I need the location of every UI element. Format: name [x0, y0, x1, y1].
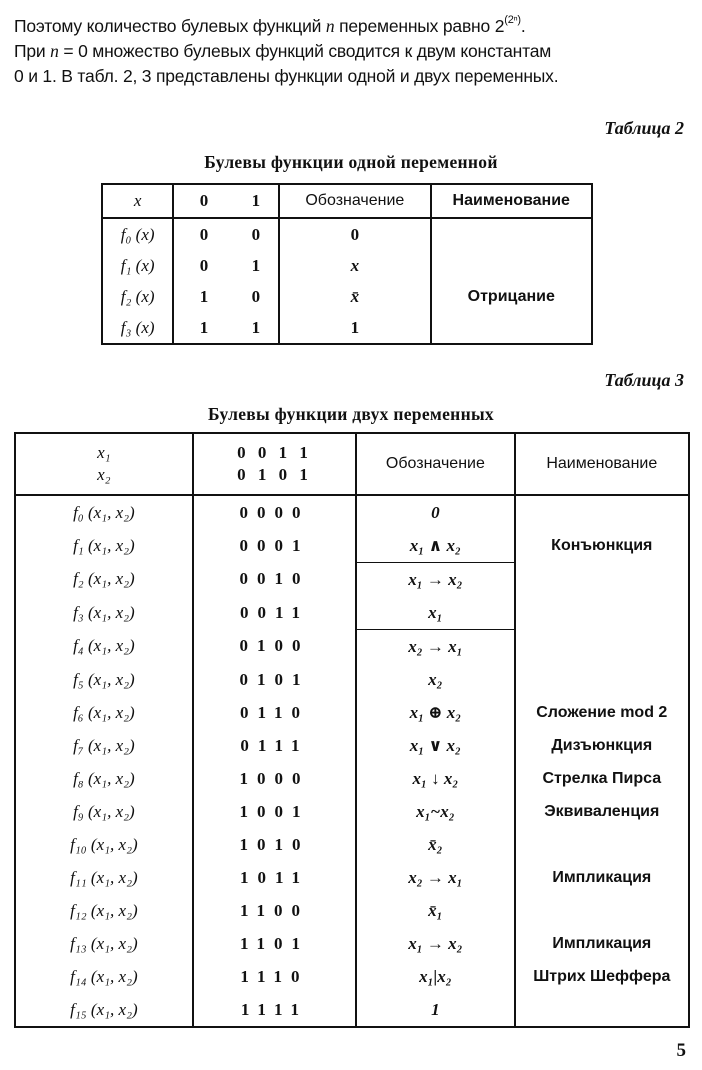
- table3-function: f₃ (x₁, x₂): [15, 596, 193, 630]
- table3-function: f₁₃ (x₁, x₂): [15, 927, 193, 960]
- table2-title: Булевы функции одной переменной: [204, 152, 498, 172]
- table3-name: Импликация: [552, 934, 652, 952]
- table3-row: [15, 630, 689, 664]
- table3-function: f₅ (x₁, x₂): [15, 663, 193, 696]
- table2-value-1: 0: [234, 218, 280, 250]
- table3-row: [15, 762, 689, 795]
- table3-name: [515, 563, 689, 597]
- table3-notation: 0: [356, 495, 514, 529]
- table3-notation: x₁: [356, 596, 514, 630]
- table3-name: [515, 596, 689, 630]
- table3-title: Булевы функции двух переменных: [208, 404, 494, 424]
- table2-row: [102, 281, 592, 312]
- table3-notation: x̄₂: [356, 828, 514, 861]
- table3-function: f₀ (x₁, x₂): [15, 495, 193, 529]
- table2-function: f₂ (x): [102, 281, 173, 312]
- table2-value-1: 0: [234, 281, 280, 312]
- table3-header-bits: 0 0 1 1 0 1 0 1: [193, 433, 356, 495]
- table2-value-0: 0: [199, 224, 209, 244]
- table3-row: [15, 960, 689, 993]
- table3-bits: 0101: [193, 663, 356, 696]
- table3-notation: x̄₁: [356, 894, 514, 927]
- table3-name: [515, 630, 689, 664]
- table2-function: f₁ (x): [102, 250, 173, 281]
- table3-notation: x₁ ↓ x₂: [356, 762, 514, 795]
- table3-function: f₂ (x₁, x₂): [15, 563, 193, 597]
- table2-notation: 1: [279, 312, 430, 344]
- table3-row: [15, 663, 689, 696]
- table3-label: Таблица 3: [604, 370, 684, 390]
- table2-header-row: [102, 184, 592, 218]
- table3-notation: x₁ → x₂: [356, 563, 514, 597]
- table3-name: Стрелка Пирса: [542, 769, 662, 787]
- table3-notation: x₁~x₂: [356, 795, 514, 828]
- table3-bits: 1110: [193, 960, 356, 993]
- page-number: 5: [676, 1040, 686, 1061]
- table2-name: [431, 312, 593, 344]
- table3-notation: x₂ → x₁: [356, 861, 514, 894]
- table3-function: f₁ (x₁, x₂): [15, 529, 193, 563]
- table3-function: f₁₅ (x₁, x₂): [15, 993, 193, 1027]
- table3-notation: x₁ ∧ x₂: [356, 529, 514, 563]
- intro-line-2: При n = 0 множество булевых функций сводится к двум константам: [14, 41, 552, 61]
- table3-row: [15, 795, 689, 828]
- table2-name: [431, 218, 593, 250]
- table3-name: Импликация: [552, 868, 652, 886]
- table3-bits: 1011: [193, 861, 356, 894]
- table3-bits: 0100: [193, 630, 356, 664]
- table3-header-name: Наименование: [515, 433, 689, 495]
- intro-line-3: 0 и 1. В табл. 2, 3 представлены функции одной и двух переменных.: [14, 66, 559, 86]
- table3-bits: 1010: [193, 828, 356, 861]
- table2-notation: x: [279, 250, 430, 281]
- table2-value-0: 1: [199, 317, 209, 337]
- table3-header-vars: x₁ x₂: [15, 433, 193, 495]
- table3-bits: 0111: [193, 729, 356, 762]
- table3-function: f₆ (x₁, x₂): [15, 696, 193, 729]
- table3-header-row: [15, 433, 689, 495]
- table2-function: f₀ (x): [102, 218, 173, 250]
- table3-function: f₄ (x₁, x₂): [15, 630, 193, 664]
- table3-bits: 1111: [193, 993, 356, 1027]
- table-two-variables: [14, 432, 690, 1028]
- table3-bits: 0000: [193, 495, 356, 529]
- table-one-variable: [101, 183, 593, 345]
- table3-bits: 1001: [193, 795, 356, 828]
- table3-name: [515, 495, 689, 529]
- table3-notation: x₁ → x₂: [356, 927, 514, 960]
- table3-row: [15, 529, 689, 563]
- table2-function: f₃ (x): [102, 312, 173, 344]
- table2-row: [102, 312, 592, 344]
- table3-notation: x₂ → x₁: [356, 630, 514, 664]
- table2-header-notation: Обозначение: [279, 184, 430, 218]
- table3-notation: x₁|x₂: [356, 960, 514, 993]
- table3-row: [15, 828, 689, 861]
- table3-name: Дизъюнкция: [551, 736, 653, 754]
- table3-function: f₁₁ (x₁, x₂): [15, 861, 193, 894]
- table2-value-1: 1: [234, 250, 280, 281]
- table3-row: [15, 927, 689, 960]
- intro-paragraph: [14, 8, 694, 89]
- table2-name: Отрицание: [467, 287, 555, 305]
- table3-row: [15, 993, 689, 1027]
- intro-line-1: Поэтому количество булевых функций n переменных равно $2^{(2^n)}$.: [14, 14, 526, 36]
- table3-function: f₈ (x₁, x₂): [15, 762, 193, 795]
- table2-value-1: 1: [234, 312, 280, 344]
- table2-header-name: Наименование: [431, 184, 593, 218]
- table3-row: [15, 894, 689, 927]
- table3-name: Сложение mod 2: [536, 703, 668, 721]
- table2-header-0: 0: [173, 184, 233, 218]
- table2-value-0: 1: [199, 286, 209, 306]
- table3-notation: x₁ ∨ x₂: [356, 729, 514, 762]
- table3-bits: 1000: [193, 762, 356, 795]
- table3-row: [15, 596, 689, 630]
- table3-notation: x₂: [356, 663, 514, 696]
- table3-body: [15, 495, 689, 1027]
- table3-notation: x₁ ⊕ x₂: [356, 696, 514, 729]
- table3-function: f₇ (x₁, x₂): [15, 729, 193, 762]
- table3-bits: 0110: [193, 696, 356, 729]
- table3-function: f₁₀ (x₁, x₂): [15, 828, 193, 861]
- table3-bits: 1100: [193, 894, 356, 927]
- table3-function: f₉ (x₁, x₂): [15, 795, 193, 828]
- table3-row: [15, 495, 689, 529]
- table2-header-x: x: [102, 184, 173, 218]
- table2-notation: x̄: [279, 281, 430, 312]
- table2-header-1: 1: [234, 184, 280, 218]
- table3-name: Штрих Шеффера: [533, 967, 671, 985]
- table3-name: [515, 828, 689, 861]
- table3-name: Конъюнкция: [551, 536, 653, 554]
- table2-row: [102, 250, 592, 281]
- table3-name: [515, 663, 689, 696]
- table2-value-0: 0: [199, 255, 209, 275]
- table2-notation: 0: [279, 218, 430, 250]
- table2-row: [102, 218, 592, 250]
- table2-name: [431, 250, 593, 281]
- table3-bits: 0010: [193, 563, 356, 597]
- table3-header-notation: Обозначение: [356, 433, 514, 495]
- table3-notation: 1: [356, 993, 514, 1027]
- table3-name: Эквиваленция: [544, 802, 660, 820]
- table3-bits: 0001: [193, 529, 356, 563]
- table3-function: f₁₄ (x₁, x₂): [15, 960, 193, 993]
- table2-label: Таблица 2: [604, 118, 684, 138]
- table3-function: f₁₂ (x₁, x₂): [15, 894, 193, 927]
- table3-name: [515, 894, 689, 927]
- table3-name: [515, 993, 689, 1027]
- table3-bits: 0011: [193, 596, 356, 630]
- table3-bits: 1101: [193, 927, 356, 960]
- table3-row: [15, 563, 689, 597]
- table3-row: [15, 696, 689, 729]
- table3-row: [15, 861, 689, 894]
- table3-row: [15, 729, 689, 762]
